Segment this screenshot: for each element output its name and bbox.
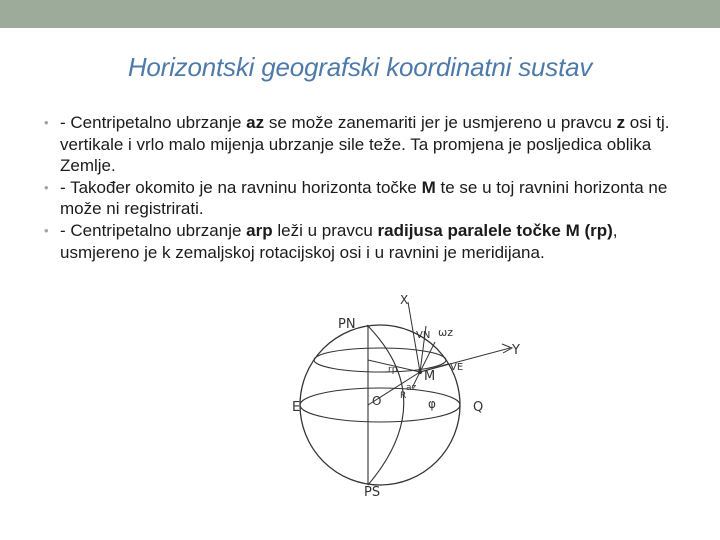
label-vn: VN [416, 330, 431, 341]
bullet-item [44, 112, 694, 177]
label-az: az [406, 383, 417, 393]
label-m: M [424, 369, 436, 384]
label-ps: PS [364, 485, 381, 500]
top-bar [0, 0, 720, 28]
bullet-text: - Centripetalno ubrzanje arp leži u pravcu radijusa paralele točke M (rp), usmjereno je k zemaljskoj rotacijskoj osi i u ravnini je meridijana. [60, 220, 618, 262]
bullet-dot-icon: • [44, 115, 49, 130]
label-pn: PN [338, 317, 356, 332]
slide-title: Horizontski geografski koordinatni sustav [127, 52, 593, 82]
bullet-text: - Također okomito je na ravninu horizonta točke M te se u toj ravnini horizonta ne može ni registrirati. [60, 177, 668, 219]
label-phi: φ [428, 397, 436, 411]
bullet-dot-icon: • [44, 222, 49, 238]
label-r: R [400, 391, 407, 401]
bullet-list [44, 112, 694, 263]
label-o: O [372, 394, 382, 408]
bullet-text: - Centripetalno ubrzanje az se može zanemariti jer je usmjereno u pravcu z osi tj. vertikale i vrlo malo mijenja ubrzanje sile teže. Ta promjena je posljedica oblika Zemlje. [60, 113, 670, 176]
label-q: Q [473, 400, 484, 415]
point-m-marker [418, 370, 422, 374]
label-e: E [292, 400, 301, 415]
bullet-item [44, 220, 694, 263]
bullet-dot-icon: • [44, 179, 49, 195]
label-y: Y [512, 343, 520, 358]
label-ve: VE [450, 362, 464, 373]
label-omega: ωz [438, 326, 453, 339]
globe-diagram [280, 290, 530, 510]
label-x: X [400, 293, 409, 307]
bullet-item [44, 177, 694, 220]
label-rp: rp [388, 365, 398, 375]
